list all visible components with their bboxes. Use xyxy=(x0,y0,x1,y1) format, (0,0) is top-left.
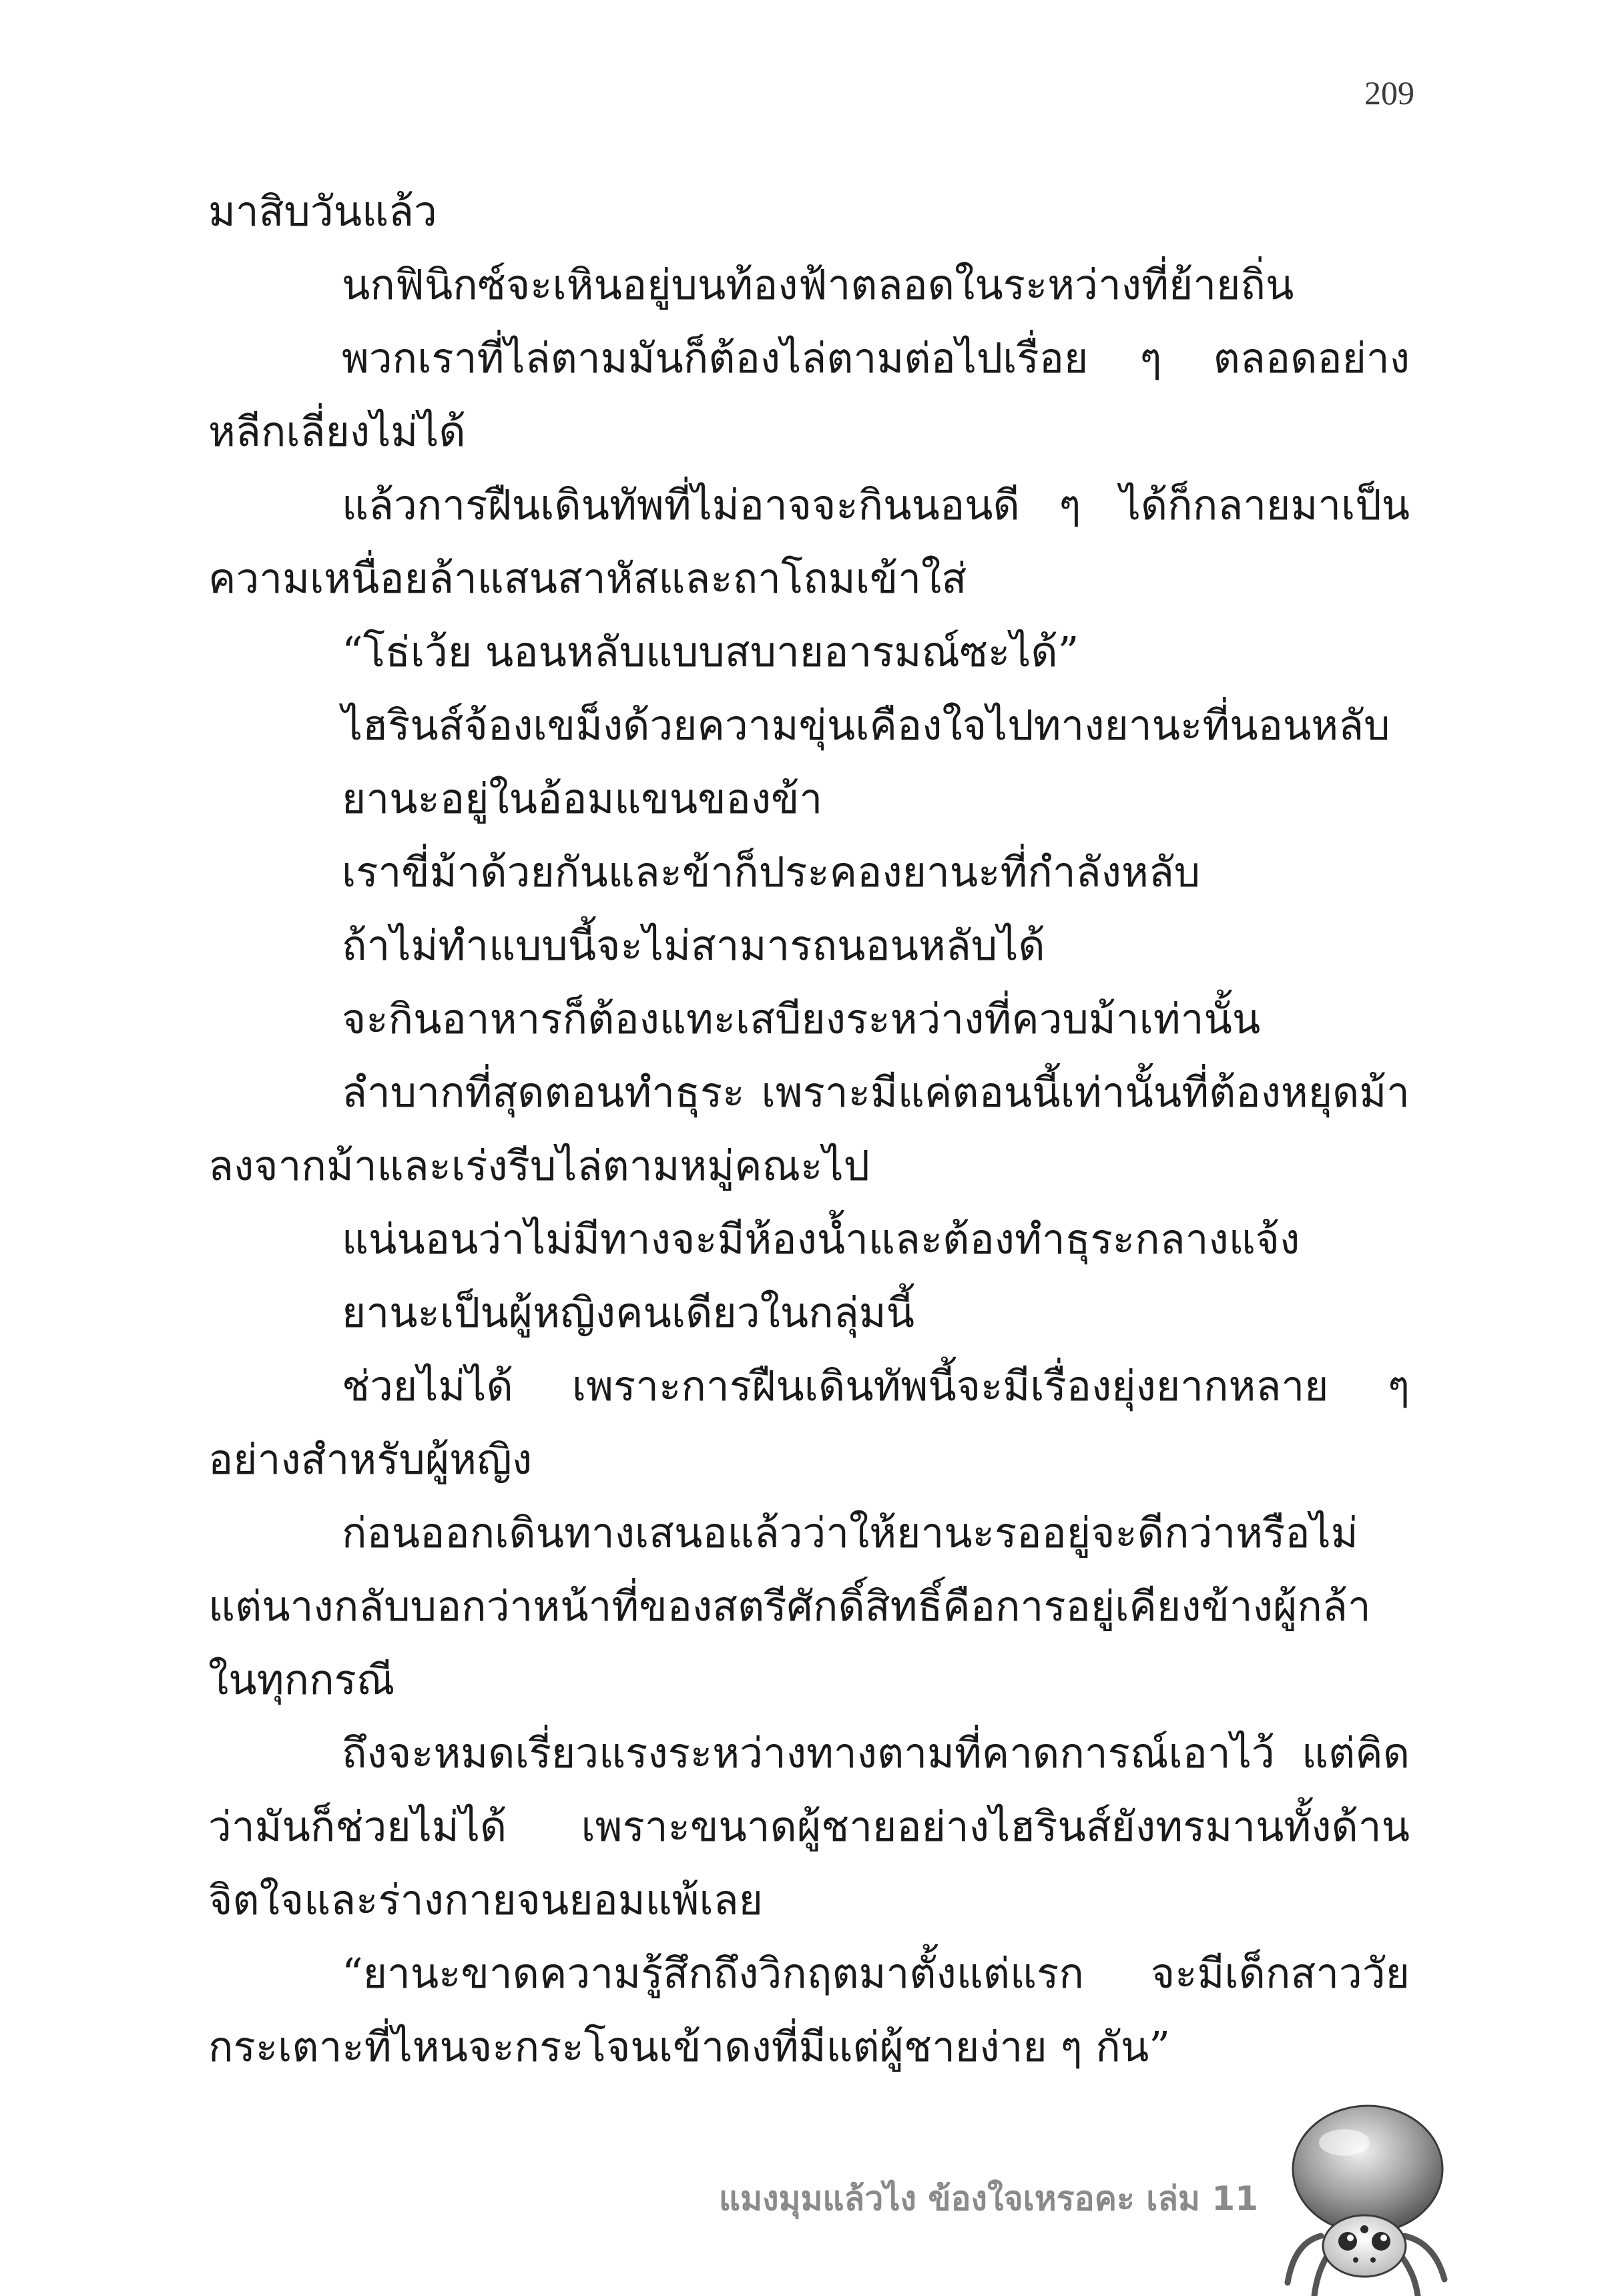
paragraph: จะกินอาหารก็ต้องแทะเสบียงระหว่างที่ควบม้าเท่านั้น xyxy=(342,994,1261,1043)
paragraph: มาสิบวันแล้ว xyxy=(208,187,437,236)
paragraph: “ยานะขาดความรู้สึกถึงวิกฤตมาตั้งแต่แรก จะมีเด็กสาววัยกระเตาะที่ไหนจะกระโจนเข้าดงที่มีแต่ผู้ชายง่าย ๆ กัน” xyxy=(208,1949,1410,2071)
footer-title: แมงมุมแล้วไง ข้องใจเหรอคะ เล่ม 11 xyxy=(718,2179,1258,2218)
body-text xyxy=(208,175,1410,2084)
paragraph: ถ้าไม่ทำแบบนี้จะไม่สามารถนอนหลับได้ xyxy=(342,921,1045,970)
paragraph: แล้วการฝืนเดินทัพที่ไม่อาจจะกินนอนดี ๆ ได้ก็กลายมาเป็นความเหนื่อยล้าแสนสาหัสและถาโถมเข้าใส่ xyxy=(208,481,1410,603)
paragraph: แน่นอนว่าไม่มีทางจะมีห้องน้ำและต้องทำธุระกลางแจ้ง xyxy=(342,1215,1300,1263)
paragraph: ยานะอยู่ในอ้อมแขนของข้า xyxy=(342,774,823,823)
paragraph: นกฟินิกซ์จะเหินอยู่บนท้องฟ้าตลอดในระหว่างที่ย้ายถิ่น xyxy=(342,260,1294,309)
page-number: 209 xyxy=(1364,74,1414,111)
spider-mascot-icon xyxy=(1281,2096,1454,2296)
paragraph: ถึงจะหมดเรี่ยวแรงระหว่างทางตามที่คาดการณ์เอาไว้ แต่คิดว่ามันก็ช่วยไม่ได้ เพราะขนาดผู้ชายอย่างไฮรินส์ยังทรมานทั้งด้านจิตใจและร่างกายจนยอมแพ้เลย xyxy=(208,1729,1410,1924)
paragraph: ช่วยไม่ได้ เพราะการฝืนเดินทัพนี้จะมีเรื่องยุ่งยากหลาย ๆ อย่างสำหรับผู้หญิง xyxy=(208,1362,1410,1484)
paragraph: พวกเราที่ไล่ตามมันก็ต้องไล่ตามต่อไปเรื่อย ๆ ตลอดอย่างหลีกเลี่ยงไม่ได้ xyxy=(208,334,1410,456)
paragraph: ไฮรินส์จ้องเขม็งด้วยความขุ่นเคืองใจไปทางยานะที่นอนหลับ xyxy=(342,701,1390,750)
paragraph: ลำบากที่สุดตอนทำธุระ เพราะมีแค่ตอนนี้เท่านั้นที่ต้องหยุดม้า ลงจากม้าและเร่งรีบไล่ตามหมู่คณะไป xyxy=(208,1068,1410,1190)
paragraph: ก่อนออกเดินทางเสนอแล้วว่าให้ยานะรออยู่จะดีกว่าหรือไม่ แต่นางกลับบอกว่าหน้าที่ของสตรีศักดิ์สิทธิ์คือการอยู่เคียงข้างผู้กล้าในทุกกรณี xyxy=(208,1508,1371,1704)
paragraph: เราขี่ม้าด้วยกันและข้าก็ประคองยานะที่กำลังหลับ xyxy=(342,848,1201,896)
paragraph: ยานะเป็นผู้หญิงคนเดียวในกลุ่มนี้ xyxy=(342,1288,914,1337)
paragraph: “โธ่เว้ย นอนหลับแบบสบายอารมณ์ซะได้” xyxy=(342,627,1079,676)
